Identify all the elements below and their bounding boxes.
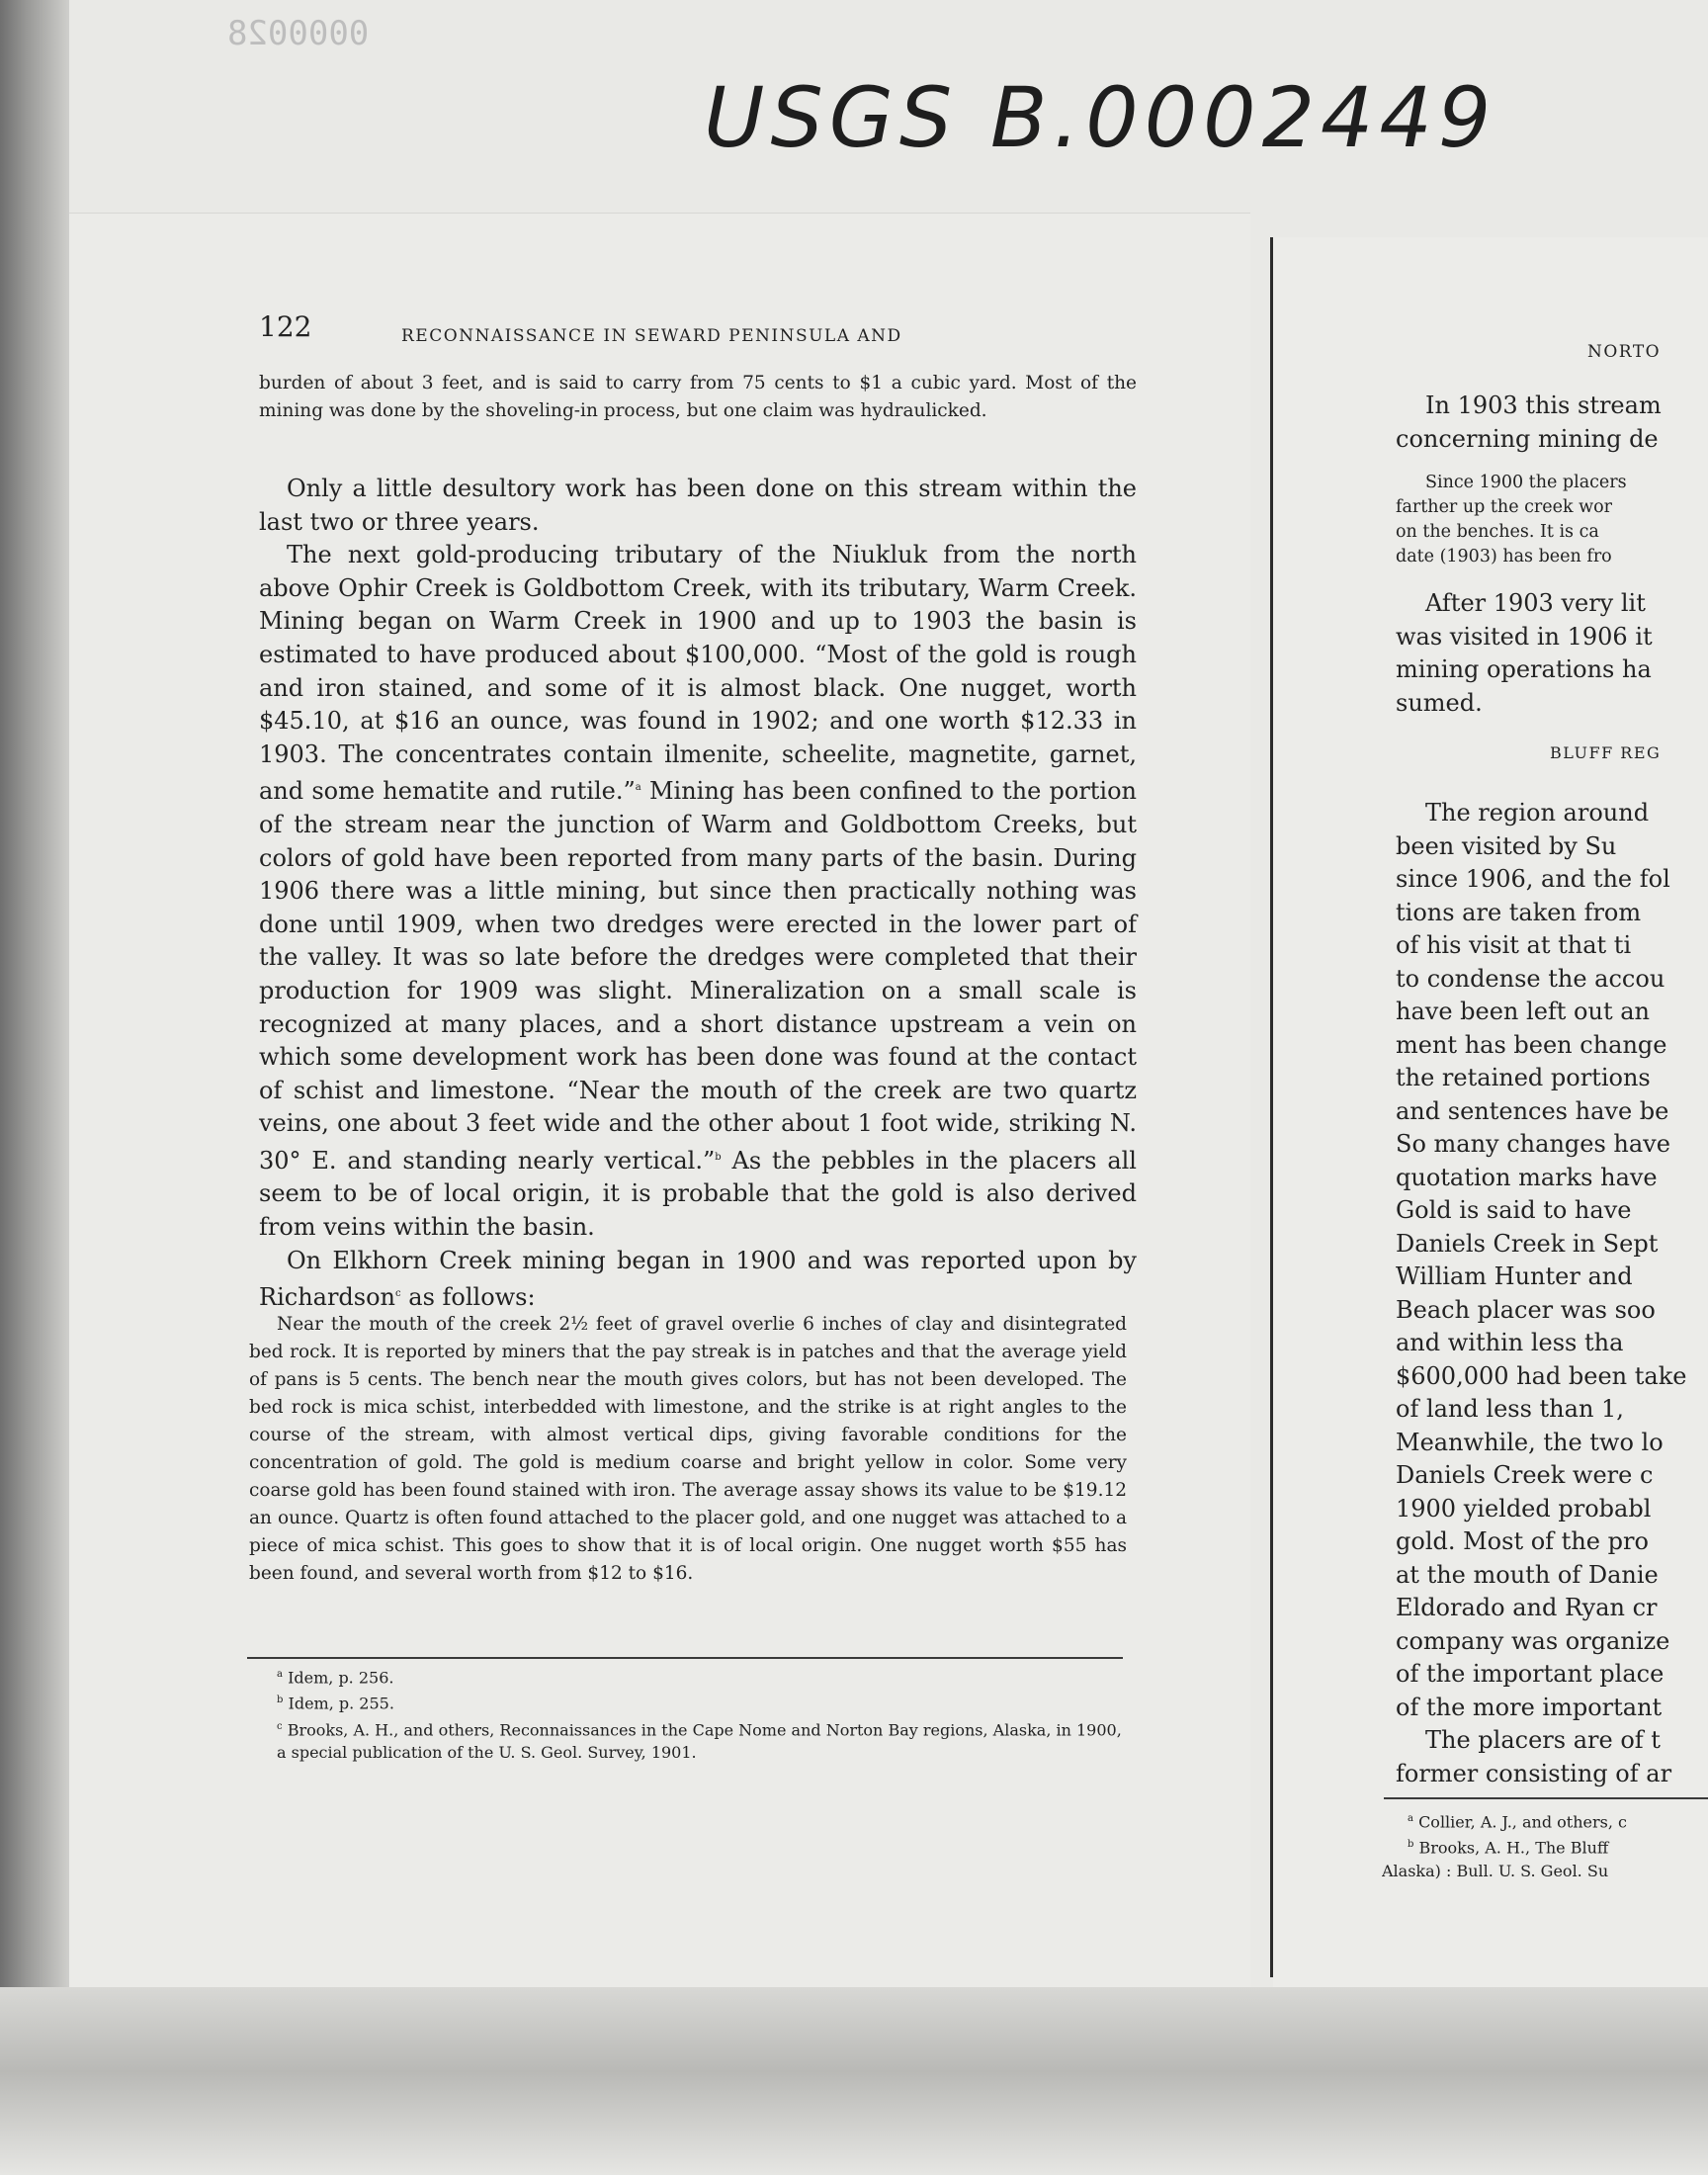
right-footnote-rule [1384,1797,1708,1799]
footnote-c [249,1715,1125,1764]
right-lines-1 [1384,390,1708,456]
right-line: to condense the accou [1396,964,1665,993]
right-line: Gold is said to have [1396,1196,1632,1224]
right-lines-2 [1384,587,1708,720]
footnotes [249,1663,1125,1764]
right-running-head: NORTO [1587,342,1662,362]
footnote-ref-b: b [715,1151,722,1163]
footnote-mark: b [1408,1839,1414,1851]
right-line: was visited in 1906 it [1396,622,1653,651]
right-line: Daniels Creek in Sept [1396,1229,1659,1258]
right-line: 1900 yielded probabl [1396,1494,1652,1522]
footnote-b [249,1689,1125,1714]
paragraph-2-cont: Mining has been confined to the portion of the stream near the junction of Warm and Goldbottom Creeks, but colors of gold have been reported from many parts of the basin. During 1906 there was a little mining, but since then practically nothing was done until 1909, when two dredges were erected in the lower part of the valley. It was so late before the dredges were completed that their production for 1909 was slight. Mineralization on a small scale is recognized at many places, and a short distance upstream a vein on which some development work has been done was found at the contact of schist and limestone. “Near the mouth of the creek are two quartz veins, one about 3 feet wide and the other about 1 foot wide, striking N. 30° E. and standing nearly vertical.” [259,777,1138,1174]
footnote-mark: b [277,1695,284,1706]
right-line: date (1903) has been fro [1396,547,1612,566]
footnote-rule [247,1657,1123,1659]
footnote-a [249,1663,1125,1689]
page-number: 122 [259,310,312,343]
right-line: The placers are of t [1425,1726,1661,1754]
paragraph-3 [259,1245,1137,1315]
mirrored-stamp-number: 0000028 [227,14,370,53]
right-line: Since 1900 the placers [1425,473,1627,492]
right-line: Beach placer was soo [1396,1295,1656,1324]
right-line: of his visit at that ti [1396,931,1632,959]
right-line: concerning mining de [1396,424,1659,453]
right-line: the retained portions [1396,1064,1651,1091]
right-line: on the benches. It is ca [1396,522,1599,542]
right-line: and within less tha [1396,1329,1624,1356]
right-lines-3 [1384,797,1708,1790]
right-line: Meanwhile, the two lo [1396,1428,1664,1456]
right-line: mining operations ha [1396,655,1652,683]
paragraph-2-text: The next gold-producing tributary of the Niukluk from the north above Ophir Creek is Goldbottom Creek, with its tributary, Warm Creek. Mining began on Warm Creek in 1900 and up to 1903 the basin is estimated to have produced about $100,000. “Most of the gold is rough and iron stained, and some of it is almost black. One nugget, worth $45.10, at $16 an ounce, was found in 1902; and one worth $12.33 in 1903. The concentrates contain ilmenite, scheelite, magnetite, garnet, and some hematite and rutile.” [259,541,1137,806]
scan-bottom-shadow [0,1987,1708,2175]
footnote-mark: c [277,1720,283,1732]
right-line: farther up the creek wor [1396,497,1613,517]
quoted-extract: Near the mouth of the creek 2½ feet of gravel overlie 6 inches of clay and disintegrated bed rock. It is reported by miners that the pay streak is in patches and that the average yield of pans is 5 cents. The bench near the mouth gives colors, but has not been developed. The bed rock is mica schist, interbedded with limestone, and the strike is at right angles to the course of the stream, with almost vertical dips, giving favorable conditions for the concentration of gold. The gold is medium coarse and bright yellow in color. Some very coarse gold has been found stained with iron. The average assay shows its value to be $19.12 an ounce. Quartz is often found attached to the placer gold, and one nugget was attached to a piece of mica schist. This goes to show that it is of local origin. One nugget worth $55 has been found, and several worth from $12 to $16. [249,1314,1127,1584]
right-line: After 1903 very lit [1425,589,1646,617]
right-line: Daniels Creek were c [1396,1461,1654,1489]
paragraph-3-end: as follows: [400,1283,536,1312]
right-footnote-line: $^a$ Collier, A. J., and others, c [1408,1812,1627,1832]
right-line: $600,000 had been take [1396,1361,1687,1390]
right-line: tions are taken from [1396,898,1642,926]
main-text [259,473,1137,1315]
footnote-ref-a: a [635,782,641,794]
right-line: Eldorado and Ryan cr [1396,1594,1658,1621]
right-line: In 1903 this stream [1425,392,1662,419]
right-line: ment has been change [1396,1030,1667,1059]
paragraph-2 [259,539,1137,1244]
footnote-mark: a [1408,1813,1413,1824]
right-footnote-line: Alaska) : Bull. U. S. Geol. Su [1382,1861,1609,1880]
paragraph-2-end: As the pebbles in the placers all seem to be of local origin, it is probable that the gold is also derived from veins within the basin. [259,1146,1137,1242]
right-line: of land less than 1, [1396,1395,1624,1423]
right-line: at the mouth of Danie [1396,1560,1659,1589]
footnote-ref-c: c [395,1288,401,1300]
right-line: of the important place [1396,1660,1665,1688]
right-extract [1384,471,1708,569]
footnote-mark: a [277,1669,283,1680]
opening-extract: burden of about 3 feet, and is said to carry from 75 cents to $1 a cubic yard. Most of the mining was done by the shoveling-in process, but one claim was hydraulicked. [259,373,1137,421]
right-line: since 1906, and the fol [1396,865,1670,893]
right-line: and sentences have be [1396,1096,1669,1125]
footnote-text: Idem, p. 256. [288,1668,394,1688]
running-head: RECONNAISSANCE IN SEWARD PENINSULA AND [401,326,902,346]
right-footnotes [1382,1807,1706,1882]
paragraph-3-text: On Elkhorn Creek mining began in 1900 and was reported upon by Richardson [259,1246,1137,1312]
right-line: company was organize [1396,1626,1670,1655]
right-footnote-line: $^b$ Brooks, A. H., The Bluff [1408,1838,1609,1858]
footnote-text: Brooks, A. H., and others, Reconnaissances in the Cape Nome and Norton Bay regions, Alaska, in 1900, a special publication of the U. S. Geol. Survey, 1901. [277,1719,1122,1762]
right-line: gold. Most of the pro [1396,1527,1649,1555]
right-line: William Hunter and [1396,1262,1633,1290]
right-line: former consisting of ar [1396,1759,1672,1787]
right-line: sumed. [1396,688,1483,717]
page-gutter-line [1270,237,1273,1977]
right-line: The region around [1425,799,1650,826]
right-line: been visited by Su [1396,831,1617,860]
right-line: quotation marks have [1396,1163,1658,1191]
paragraph-1: Only a little desultory work has been done on this stream within the last two or three years. [259,475,1137,536]
footnote-text: Idem, p. 255. [288,1694,394,1713]
scan-edge-shadow [0,0,69,2175]
right-section-head: BLUFF REG [1550,743,1662,762]
right-line: have been left out an [1396,998,1650,1025]
right-line: So many changes have [1396,1130,1670,1158]
right-line: of the more important [1396,1693,1663,1721]
handwritten-catalog-label: USGS B.0002449 [704,69,1497,166]
